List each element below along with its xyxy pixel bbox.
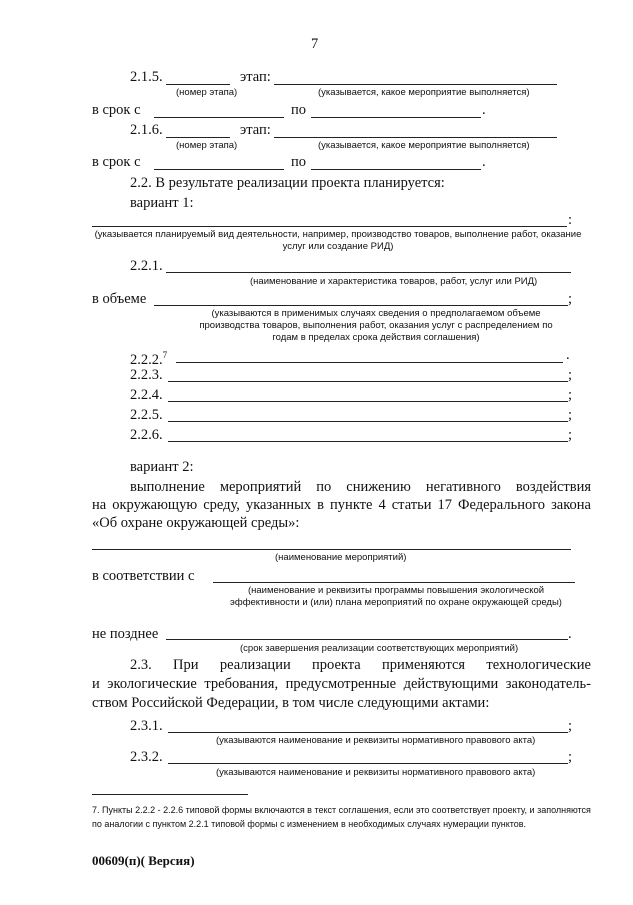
act-2-3-2-number: 2.3.2. [130,749,163,765]
term-from-label: в срок с [92,154,141,170]
item-number: 2.2.2. [130,351,163,368]
item-2-2-3-number: 2.2.3. [130,367,163,383]
deadline-end: . [568,626,572,642]
events-line [92,549,571,550]
stage-number-line [166,84,230,85]
item-2-2-1-line [166,272,571,273]
item-2-1-5-number: 2.1.5. [130,69,163,85]
variant-2-label: вариант 2: [130,459,194,475]
volume-label: в объеме [92,291,147,307]
footnote-ref: 7 [162,350,168,360]
page-number: 7 [311,36,319,52]
term-from-line [154,169,284,170]
item-line [176,362,563,363]
item-2-2-4-number: 2.2.4. [130,387,163,403]
section-2-3-line1: 2.3. При реализации проекта применяются технологические [130,657,591,673]
term-end: . [482,154,486,170]
term-to-label: по [291,154,307,170]
section-2-3-line2: и экологические требования, предусмотренные действующими законодатель- [92,676,591,692]
item-line [168,401,568,402]
hint-event: (указывается, какое мероприятие выполняется) [318,140,530,151]
hint-events: (наименование мероприятий) [275,552,407,563]
variant-2-line3: «Об охране окружающей среды»: [92,515,300,531]
act-2-3-1-number: 2.3.1. [130,718,163,734]
hint-event: (указывается, какое мероприятие выполняется) [318,87,530,98]
section-2-2-heading: 2.2. В результате реализации проекта планируется: [130,175,445,191]
term-to-label: по [291,102,307,118]
variant-2-line1: выполнение мероприятий по снижению негативного воздействия [130,479,591,495]
accordance-line [213,582,575,583]
hint-stage-number: (номер этапа) [176,140,238,151]
hint-volume: (указываются в применимых случаях сведения о предполагаемом объеме производства товаров, выполнения работ, оказания услуг с распределением по годам в пределах срока действия соглашения) [199,308,553,343]
hint-accordance: (наименование и реквизиты программы повышения экологической эффективности и (или) плана мероприятий по охране окружающей среды) [230,585,562,608]
item-end: ; [568,367,573,383]
event-line [274,137,557,138]
act-end: ; [568,718,573,734]
hint-deadline: (срок завершения реализации соответствующих мероприятий) [240,643,519,654]
activity-colon: : [568,212,573,228]
section-2-3-line3: ством Российской Федерации, в том числе следующими актами: [92,695,490,711]
term-from-line [154,117,284,118]
item-end: ; [568,387,573,403]
event-line [274,84,557,85]
item-line [168,381,568,382]
deadline-line [166,639,568,640]
hint-stage-number: (номер этапа) [176,87,238,98]
footnote-divider [92,794,248,795]
item-end: . [566,347,570,363]
stage-label: этап: [240,122,271,138]
act-line [168,732,568,733]
item-end: ; [568,427,573,443]
item-line [168,421,568,422]
act-line [168,763,568,764]
item-line [168,441,568,442]
act-end: ; [568,749,573,765]
accordance-label: в соответствии с [92,568,195,584]
item-2-2-6-number: 2.2.6. [130,427,163,443]
deadline-label: не позднее [92,626,159,642]
hint-act: (указываются наименование и реквизиты нормативного правового акта) [216,767,536,778]
hint-act: (указываются наименование и реквизиты нормативного правового акта) [216,735,536,746]
term-to-line [311,169,481,170]
item-2-1-6-number: 2.1.6. [130,122,163,138]
variant-1-label: вариант 1: [130,195,194,211]
activity-line [92,226,567,227]
term-from-label: в срок с [92,102,141,118]
term-end: . [482,102,486,118]
stage-number-line [166,137,230,138]
item-2-2-1-number: 2.2.1. [130,258,163,274]
stage-label: этап: [240,69,271,85]
volume-line [154,305,568,306]
term-to-line [311,117,481,118]
item-2-2-2-number [130,347,167,369]
item-end: ; [568,407,573,423]
item-2-2-5-number: 2.2.5. [130,407,163,423]
document-code: 00609(п)( Версия) [92,853,195,868]
hint-goods: (наименование и характеристика товаров, работ, услуг или РИД) [250,276,538,287]
footnote-text: 7. Пункты 2.2.2 - 2.2.6 типовой формы включаются в текст соглашения, если это соответствует проекту, и заполняются по аналогии с пунктом 2.2.1 типовой формы с изменением в необходимых случаях нумерации пунктов. [92,805,591,829]
hint-activity: (указывается планируемый вид деятельности, например, производство товаров, выполнение работ, оказание услуг или создание РИД) [94,229,582,252]
volume-end: ; [568,291,573,307]
variant-2-line2: на окружающую среду, указанных в пункте 4 статьи 17 Федерального закона [92,497,591,513]
